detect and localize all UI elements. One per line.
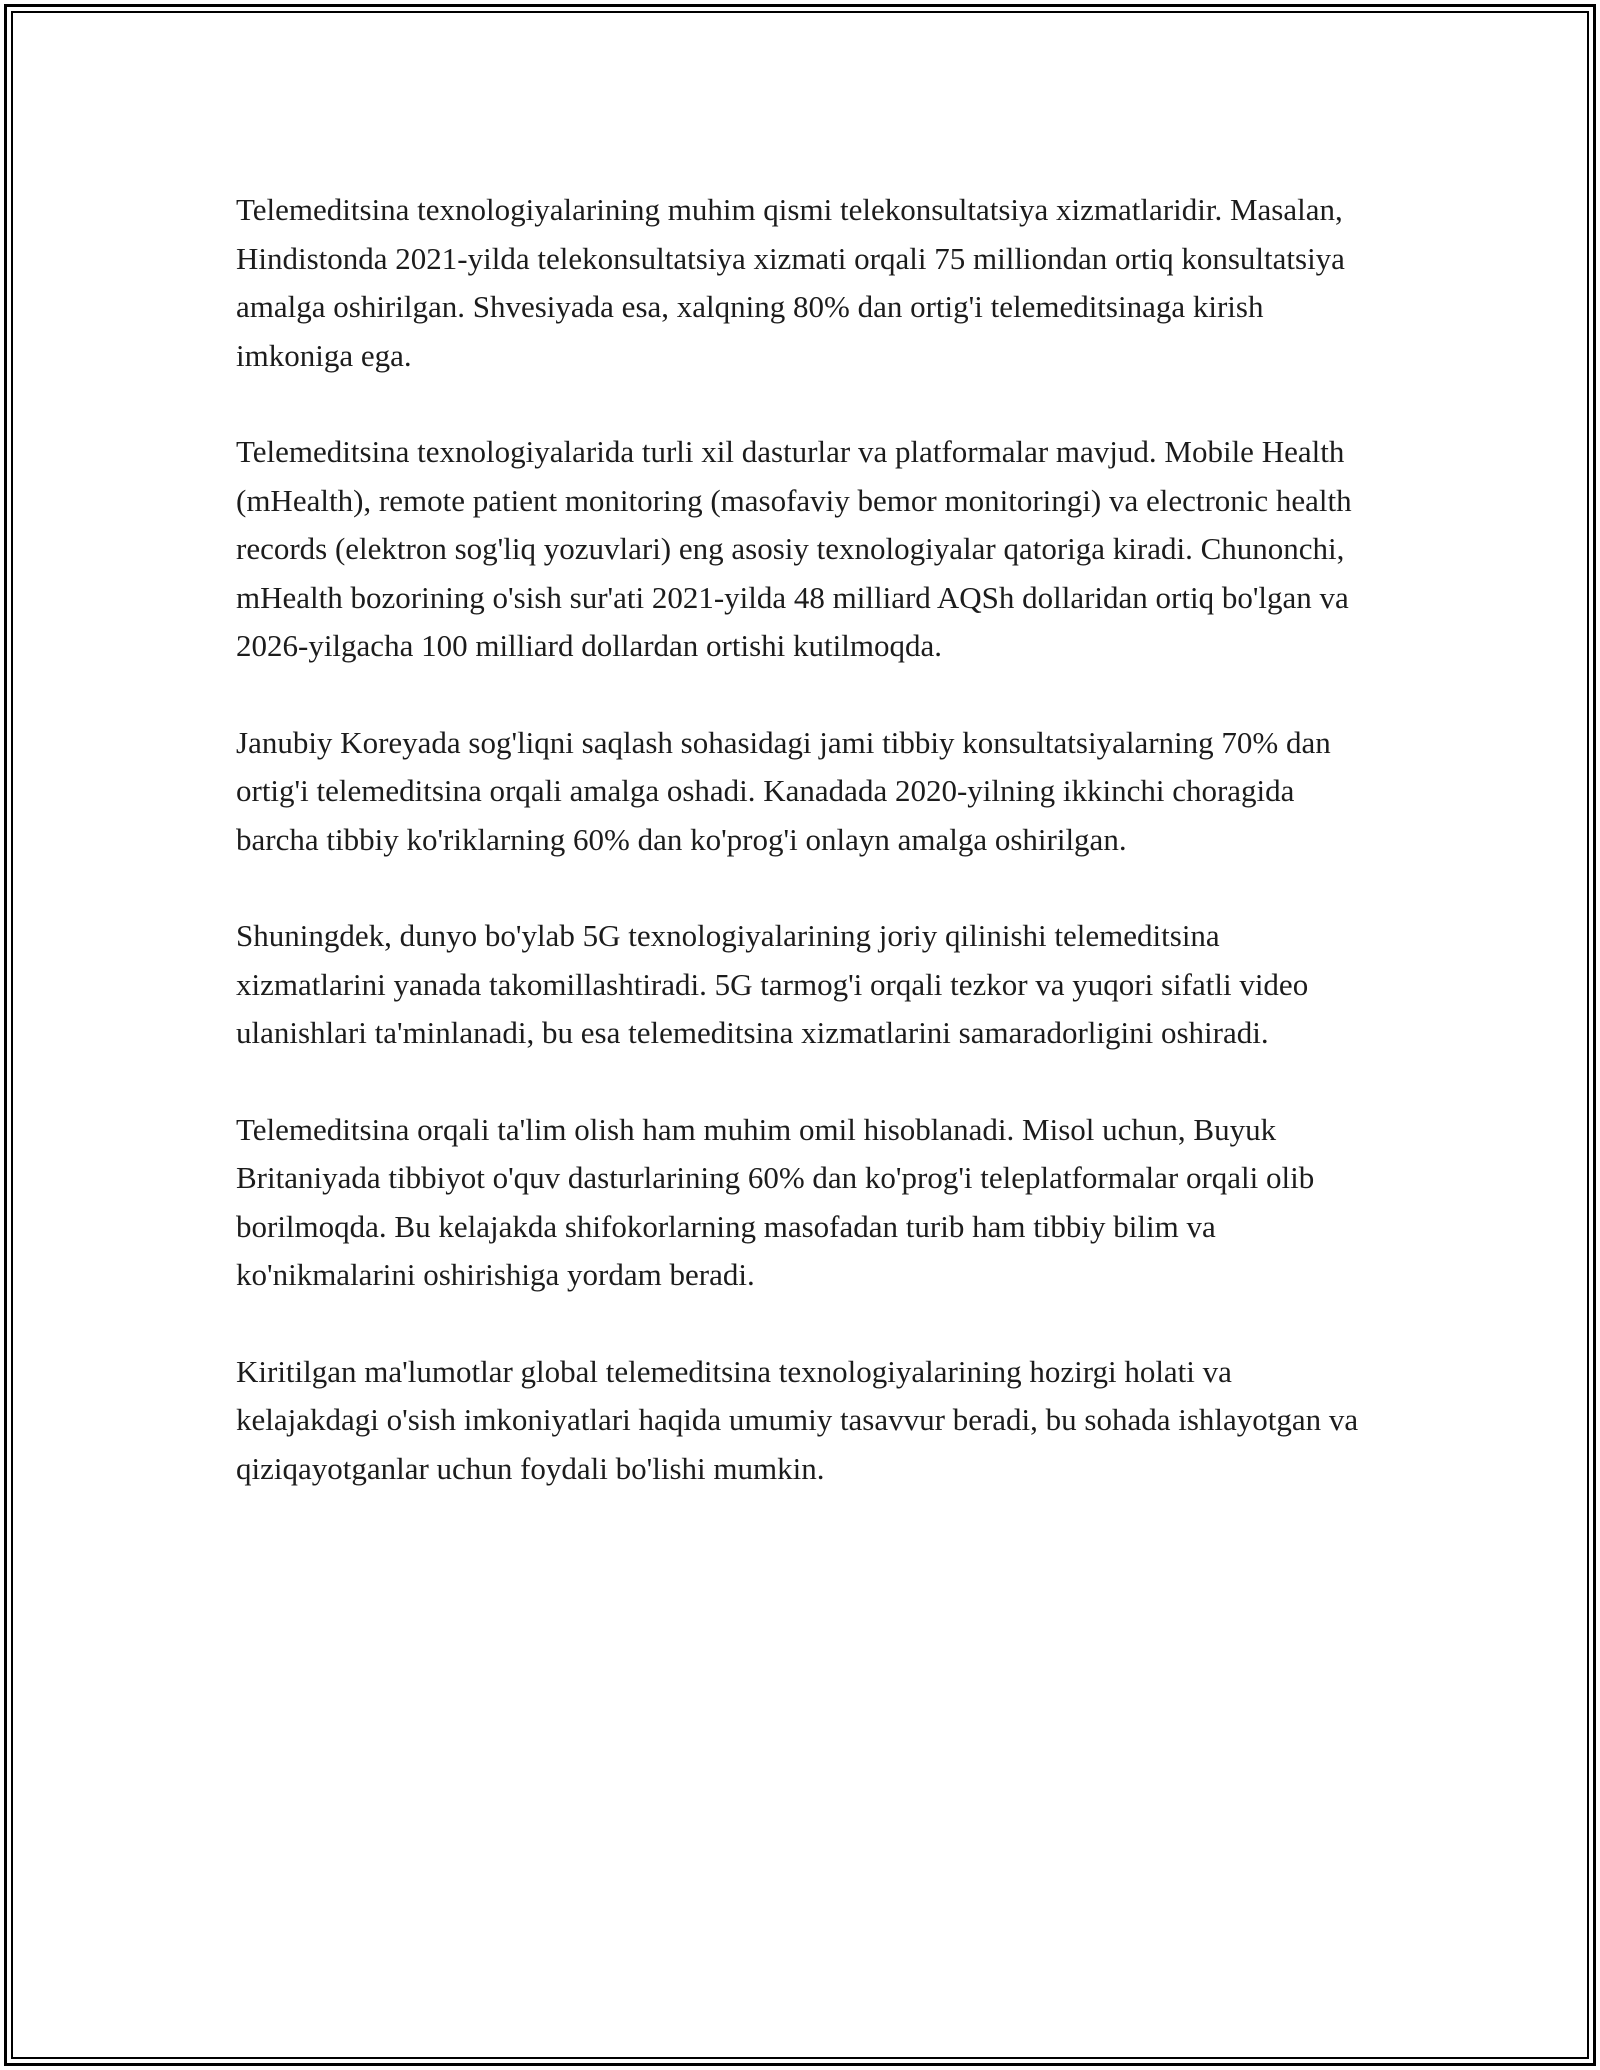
- document-body: [236, 186, 1366, 1541]
- paragraph-conclusion: Kiritilgan ma'lumotlar global telemeditsina texnologiyalarining hozirgi holati va kelajakdagi o'sish imkoniyatlari haqida umumiy tasavvur beradi, bu sohada ishlayotgan va qiziqayotganlar uchun foydali bo'lishi mumkin.: [236, 1353, 1359, 1486]
- paragraph-education: Telemeditsina orqali ta'lim olish ham muhim omil hisoblanadi. Misol uchun, Buyuk Britaniyada tibbiyot o'quv dasturlarining 60% dan ko'prog'i teleplatformalar orqali olib borilmoqda. Bu kelajakda shifokorlarning masofadan turib ham tibbiy bilim va ko'nikmalarini oshirishiga yordam beradi.: [236, 1111, 1315, 1292]
- paragraph-teleconsultation: Telemeditsina texnologiyalarining muhim qismi telekonsultatsiya xizmatlaridir. Masalan, Hindistonda 2021-yilda telekonsultatsiya xizmati orqali 75 milliondan ortiq konsultatsiya amalga oshirilgan. Shvesiyada esa, xalqning 80% dan ortig'i telemeditsinaga kirish imkoniga ega.: [236, 192, 1345, 373]
- paragraph-korea-canada: Janubiy Koreyada sog'liqni saqlash sohasidagi jami tibbiy konsultatsiyalarning 70% dan ortig'i telemeditsina orqali amalga oshadi. Kanadada 2020-yilning ikkinchi choragida barcha tibbiy ko'riklarning 60% dan ko'prog'i onlayn amalga oshirilgan.: [236, 724, 1331, 857]
- paragraph-platforms: Telemeditsina texnologiyalarida turli xil dasturlar va platformalar mavjud. Mobile Health (mHealth), remote patient monitoring (masofaviy bemor monitoringi) va electronic health records (elektron sog'liq yozuvlari) eng asosiy texnologiyalar qatoriga kiradi. Chunonchi, mHealth bozorining o'sish sur'ati 2021-yilda 48 milliard AQSh dollaridan ortiq bo'lgan va 2026-yilgacha 100 milliard dollardan ortishi kutilmoqda.: [236, 434, 1352, 663]
- paragraph-5g: Shuningdek, dunyo bo'ylab 5G texnologiyalarining joriy qilinishi telemeditsina xizmatlarini yanada takomillashtiradi. 5G tarmog'i orqali tezkor va yuqori sifatli video ulanishlari ta'minlanadi, bu esa telemeditsina xizmatlarini samaradorligini oshiradi.: [236, 918, 1309, 1050]
